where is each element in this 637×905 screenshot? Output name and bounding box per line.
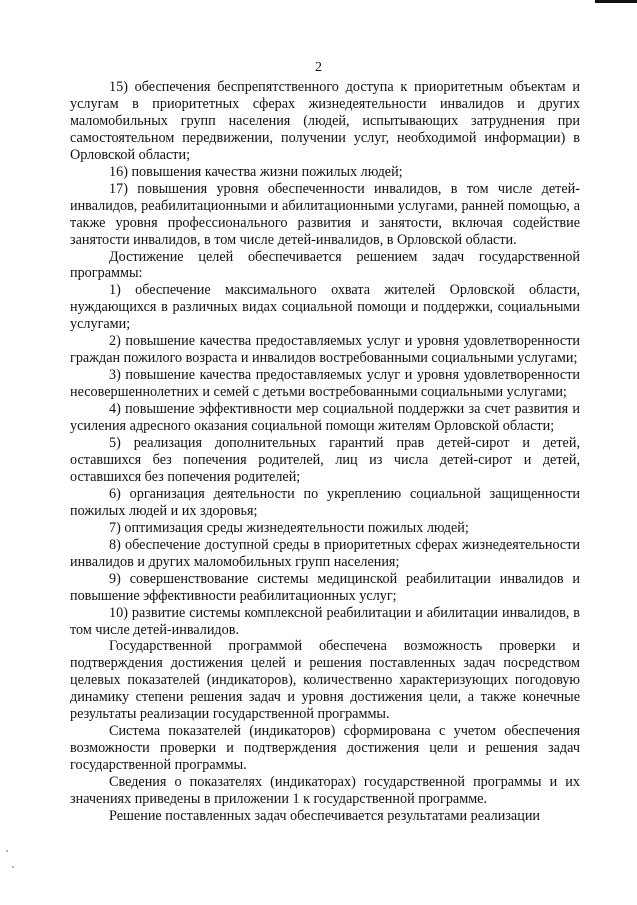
paragraph-item-16: 16) повышения качества жизни пожилых людей; <box>109 163 403 180</box>
paragraph-tasks-solution: Решение поставленных задач обеспечивается результатами реализации <box>109 807 540 824</box>
paragraph-indicators: Государственной программой обеспечена возможность проверки и подтверждения достижения целей и решения поставленных задач посредством целевых показателей (индикаторов), количественно характеризующих погодовую динамику степени решения задач и уровня достижения цели, а также конечные результаты реализации государственной программы. <box>70 638 580 723</box>
paragraph-item-15: 15) обеспечения беспрепятственного доступа к приоритетным объектам и услугам в приоритетных сферах жизнедеятельности инвалидов и других маломобильных групп населения (людей, испытывающих затруднения при самостоятельном передвижении, получении услуг, необходимой информации) в Орловской области; <box>70 79 580 163</box>
paragraph-task-4: 4) повышение эффективности мер социальной поддержки за счет развития и усиления адресного оказания социальной помощи жителям Орловской области; <box>70 401 580 435</box>
scan-speck <box>12 866 14 868</box>
paragraph-task-6: 6) организация деятельности по укреплению социальной защищенности пожилых людей и их здоровья; <box>70 485 580 519</box>
paragraph-tasks-intro: Достижение целей обеспечивается решением задач государственной программы: <box>70 248 580 282</box>
paragraph-item-17: 17) повышения уровня обеспеченности инвалидов, в том числе детей-инвалидов, реабилитационными и абилитационными услугами, ранней помощью, а также уровня профессионального развития и занятости, включая содействие занятости инвалидов, в том числе детей-инвалидов, в Орловской области. <box>70 180 580 248</box>
paragraph-task-9: 9) совершенствование системы медицинской реабилитации инвалидов и повышение эффективности реабилитационных услуг; <box>70 570 580 604</box>
paragraph-task-7: 7) оптимизация среды жизнедеятельности пожилых людей; <box>109 519 469 536</box>
paragraph-indicator-system: Система показателей (индикаторов) сформирована с учетом обеспечения возможности проверки и подтверждения достижения цели и решения задач государственной программы. <box>70 723 580 774</box>
scan-speck <box>6 850 8 852</box>
paragraph-task-5: 5) реализация дополнительных гарантий прав детей-сирот и детей, оставшихся без попечения родителей, лиц из числа детей-сирот и детей, оставшихся без попечения родителей; <box>70 435 580 485</box>
document-body <box>70 79 580 825</box>
paragraph-task-8: 8) обеспечение доступной среды в приоритетных сферах жизнедеятельности инвалидов и других маломобильных групп населения; <box>70 536 580 570</box>
paragraph-task-2: 2) повышение качества предоставляемых услуг и уровня удовлетворенности граждан пожилого возраста и инвалидов востребованными социальными услугами; <box>70 333 580 367</box>
corner-scan-mark <box>595 0 637 3</box>
paragraph-task-1: 1) обеспечение максимального охвата жителей Орловской области, нуждающихся в различных видах социальной помощи и поддержки, социальными услугами; <box>70 282 580 333</box>
paragraph-task-3: 3) повышение качества предоставляемых услуг и уровня удовлетворенности несовершеннолетних и семей с детьми востребованными социальными услугами; <box>70 367 580 401</box>
paragraph-task-10: 10) развитие системы комплексной реабилитации и абилитации инвалидов, в том числе детей-инвалидов. <box>70 604 580 638</box>
paragraph-indicator-info: Сведения о показателях (индикаторах) государственной программы и их значениях приведены в приложении 1 к государственной программе. <box>70 774 580 808</box>
page-number: 2 <box>315 60 322 75</box>
